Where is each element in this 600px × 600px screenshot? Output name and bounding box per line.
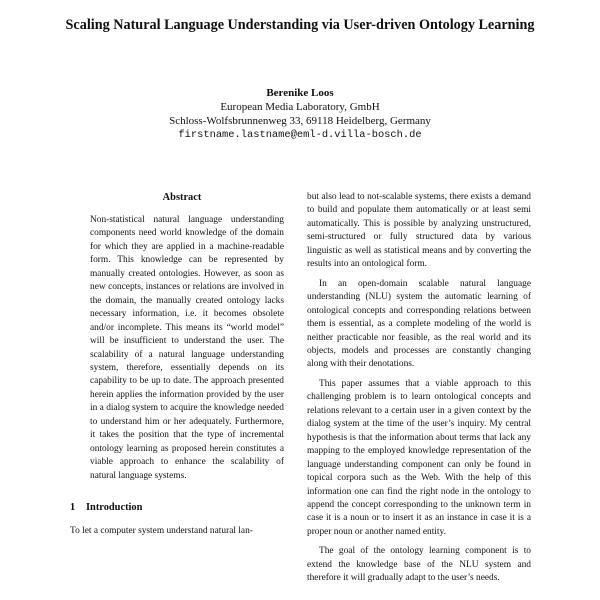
- left-column: [70, 191, 294, 538]
- body-paragraph-3: This paper assumes that a viable approach to this challenging problem is to learn ontological concepts and relations relevant to a certain user in a given context by the dialog system at the time of the user’s inquiry. My central hypothesis is that the information about terms that lack any mapping to the employed knowledge representation of the language understanding component can only be found in topical corpora such as the Web. With the help of this information one can find the right node in the ontology to append the concept corresponding to the unknown term in case it is a noun or to insert it as an instance in case it is a proper noun or another named entity.: [307, 378, 531, 537]
- paper-title: Scaling Natural Language Understanding via User-driven Ontology Learning: [65, 17, 535, 33]
- author-address: Schloss-Wolfsbrunnenweg 33, 69118 Heidelberg, Germany: [169, 115, 431, 127]
- author-affiliation: European Media Laboratory, GmbH: [220, 101, 380, 113]
- section-heading-introduction: [70, 501, 294, 514]
- author-block: [60, 86, 540, 142]
- right-column: [307, 191, 531, 586]
- author-email: firstname.lastname@eml-d.villa-bosch.de: [178, 129, 422, 141]
- body-paragraph-4: The goal of the ontology learning component is to extend the knowledge base of the NLU system and therefore it will gradually adapt to the user’s needs.: [307, 546, 531, 584]
- abstract-heading: Abstract: [162, 192, 202, 203]
- author-name: Berenike Loos: [266, 87, 334, 99]
- introduction-first-line: To let a computer system understand natural lan-: [70, 525, 253, 536]
- body-paragraph-1: but also lead to not-scalable systems, there exists a demand to build and populate them automatically or at least semi automatically. This is possible by analyzing unstructured, semi-structured or fully structured data by various linguistic as well as statistical means and by converting the results into an ontological form.: [307, 192, 531, 270]
- body-paragraph-2: In an open-domain scalable natural language understanding (NLU) system the automatic learning of ontological concepts and corresponding relations between them is essential, as a complete modeling of the world is neither practicable nor feasible, as the real world and its objects, models and processes are constantly changing along with their denotations.: [307, 278, 531, 370]
- section-number: 1: [70, 502, 76, 514]
- section-title: Introduction: [86, 502, 143, 514]
- abstract-text: Non-statistical natural language understanding components need world knowledge of the domain for which they are applied in a machine-readable form. This knowledge can be represented by manually created ontologies. However, as soon as new concepts, instances or relations are involved in the domain, the manually created ontology lacks necessary information, i.e. it becomes obsolete and/or incomplete. This means its “world model” will be insufficient to understand the user. The scalability of a natural language understanding system, therefore, essentially depends on its capability to be up to date. The approach presented herein applies the information provided by the user in a dialog system to acquire the knowledge needed to understand him or her adequately. Furthermore, it takes the position that the type of incremental ontology learning as proposed herein constitutes a viable approach to enhance the scalability of natural language systems.: [90, 215, 284, 481]
